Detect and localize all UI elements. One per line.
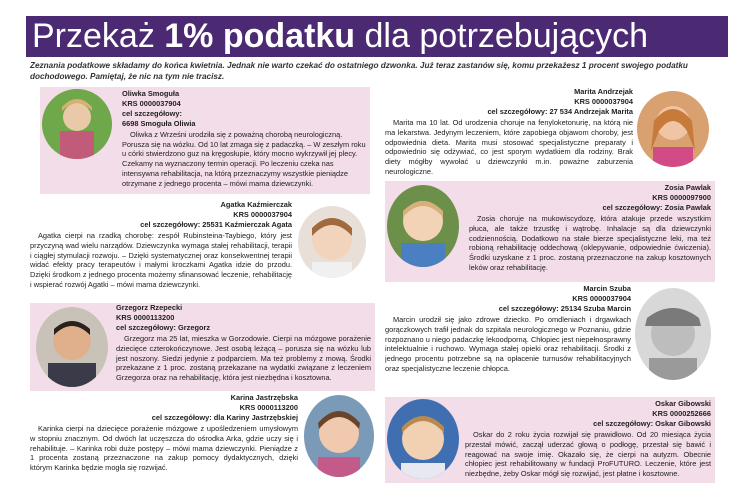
photo-zosia bbox=[387, 185, 459, 267]
card-body: Marcin urodził się jako zdrowe dziecko. Po omdleniach i drgawkach gorączkowych trafił jednak do szpitala neurologicznego w Poznaniu, gdzie rozpoznano u niego padaczkę lekoodporną. Chłopiec jest niepełnosprawny intelektualnie i ruchowo. Wymaga stałej opieki oraz rehabilitacji. Środki z jednego procentu potrzebne są na opłacenie turnusów rehabilitacyjnych oraz specjalistyczne leczenie chłopca. bbox=[385, 314, 631, 374]
card-krs: KRS 0000037904 bbox=[233, 209, 292, 219]
card-goal: 6698 Smoguła Oliwia bbox=[122, 118, 196, 128]
card-goal: 25531 Kaźmierczak Agata bbox=[202, 219, 292, 229]
card-name: Marcin Szuba bbox=[583, 284, 631, 293]
card-goal: Zosia Pawlak bbox=[664, 202, 711, 212]
card-marita bbox=[385, 87, 715, 177]
card-name: Agatka Kaźmierczak bbox=[220, 200, 292, 209]
card-body: Karinka cierpi na dziecięce porażenie mózgowe z upośledzeniem umysłowym w stopniu znacznym. Od dwóch lat uczęszcza do ośrodka Arka, gdzie uczy się i rehabilituje. – Karinka robi duże postępy – mówi mama dziewczynki. Pieniądze z 1 procenta zostaną przeznaczone na zakup pomocy dydaktycznych, dzięki którym Karinka będzie mogła się rozwijać. bbox=[30, 423, 298, 473]
card-body: Zosia choruje na mukowiscydozę, która atakuje przede wszystkim płuca, ale także trzustkę i wątrobę. Inhalacje są dla dziewczynki codziennością. Dodatkowo na stałe bierze specjalistyczne leki, ma też robioną rehabilitację oddechową (oklepywanie, odpowiednie ćwiczenia). Środki uzyskane z 1 proc. zostaną przeznaczone na zakup kosztownych leków oraz rehabilitację. bbox=[469, 213, 711, 273]
title-post: dla potrzebujących bbox=[355, 17, 649, 55]
card-body: Oskar do 2 roku życia rozwijał się prawidłowo. Od 20 miesiąca życia przestał mówić, zaczął uderzać głową o podłogę, przestał się bawić i reagować na swoje imię. Okazało się, że cierpi na autyzm. Obecnie chłopiec jest rehabilitowany w fundacji ProFUTURO. Leczenie, które jest niezbędne, żeby Oskar mógł się rozwijać, jest płatne i kosztowne. bbox=[465, 429, 711, 479]
card-name: Karina Jastrzębska bbox=[230, 393, 298, 402]
card-goal-label: cel szczegółowy: bbox=[122, 108, 182, 118]
card-goal-label: cel szczegółowy: bbox=[140, 219, 201, 229]
card-body: Agatka cierpi na rzadką chorobę: zespół Rubinsteina-Taybiego, który jest przyczyną wad wielu narządów. Dziewczynka wymaga stałej rehabilitacji, terapii i ciągłej stymulacji rozwoju. – Dzięki systematycznej oraz konsekwentnej terapii widać efekty pracy terapeutów i małymi kroczkami Agatka idzie do przodu. Dzięki środkom z jednego procenta możemy sfinansować leczenie, rehabilitację i wspierać rozwój Agatki – mówi mama dziewczynki. bbox=[30, 230, 292, 290]
card-body: Grzegorz ma 25 lat, mieszka w Gorzodowie. Cierpi na mózgowe porażenie dziecięce czterokończynowe. Jest osobą leżącą – porusza się na wózku lub jest noszony. Siedzi jedynie z podparciem. Ma też problemy z mową. Środki przekazane z 1 proc. zostaną przekazane na wydatki związane z leczeniem Grzegorza oraz na rehabilitację, która jest niezbędna i kosztowna. bbox=[116, 333, 371, 383]
card-goal-label: cel szczegółowy: bbox=[116, 322, 176, 332]
photo-agatka bbox=[298, 206, 366, 278]
card-oliwka bbox=[40, 87, 370, 194]
title-pre: Przekaż bbox=[32, 17, 165, 55]
card-krs: KRS 0000113200 bbox=[116, 312, 175, 322]
photo-oliwka bbox=[42, 89, 112, 159]
card-goal: dla Kariny Jastrzębskiej bbox=[213, 412, 298, 422]
card-goal-label: cel szczegółowy: bbox=[151, 412, 212, 422]
card-goal-label: cel szczegółowy: bbox=[602, 202, 663, 212]
card-goal-label: cel szczegółowy: bbox=[593, 418, 654, 428]
title-bold: 1% podatku bbox=[164, 17, 356, 55]
card-oskar bbox=[385, 397, 715, 483]
card-goal-label: cel szczegółowy: bbox=[498, 303, 559, 313]
page-title bbox=[26, 16, 728, 57]
card-goal: 27 534 Andrzejak Marita bbox=[549, 106, 633, 116]
card-krs: KRS 0000113200 bbox=[239, 402, 298, 412]
card-goal-label: cel szczegółowy: bbox=[487, 106, 548, 116]
card-goal: Oskar Gibowski bbox=[655, 418, 711, 428]
card-krs: KRS 0000037904 bbox=[572, 293, 631, 303]
card-krs: KRS 0000252666 bbox=[652, 408, 711, 418]
photo-oskar bbox=[387, 399, 459, 479]
photo-marcin bbox=[635, 288, 711, 380]
card-krs: KRS 0000037904 bbox=[574, 96, 633, 106]
card-name: Grzegorz Rzepecki bbox=[116, 303, 183, 312]
card-goal: Grzegorz bbox=[178, 322, 211, 332]
card-agatka bbox=[30, 198, 375, 298]
card-krs: KRS 0000097900 bbox=[652, 192, 711, 202]
photo-grzegorz bbox=[36, 307, 108, 387]
card-grzegorz bbox=[30, 303, 375, 391]
photo-marita bbox=[637, 91, 709, 167]
card-name: Zosia Pawlak bbox=[664, 183, 711, 192]
card-name: Oskar Gibowski bbox=[655, 399, 711, 408]
card-karina bbox=[30, 393, 375, 483]
card-krs: KRS 0000037904 bbox=[122, 98, 181, 108]
card-body: Marita ma 10 lat. Od urodzenia choruje na fenyloketonurię, na którą nie ma lekarstwa. Jedynym leczeniem, które zapobiega objawom choroby, jest odpowiednia dieta. Marita musi stosować specjalistyczne preparaty i odpowiednio się odżywiać, co jest sporym wydatkiem dla rodziny. Brak diety mógłby wywołać u dziewczynki m.in. poważne zaburzenia neurologiczne. bbox=[385, 117, 633, 177]
photo-karina bbox=[304, 395, 374, 477]
card-body: Oliwka z Wrześni urodziła się z poważną chorobą neurologiczną. Porusza się na wózku. Od 10 lat zmaga się z padaczką. – W zeszłym roku u córki stwierdzono guz na kręgosłupie, który mocno wykrzywił jej plecy. Czekamy na wyznaczony termin operacji. Po leczeniu czeka nas intensywna rehabilitacja, na którą przeznaczymy wszystkie pieniądze otrzymane z jednego procenta – mówi mama dziewczynki. bbox=[122, 129, 366, 189]
card-name: Oliwka Smoguła bbox=[122, 89, 180, 98]
card-goal: 25134 Szuba Marcin bbox=[560, 303, 631, 313]
intro-text: Zeznania podatkowe składamy do końca kwietnia. Jednak nie warto czekać do ostatniego dzwonka. Już teraz zastanów się, komu przekażesz 1 procent swojego podatku dochodowego. Pamiętaj, że nic na tym nie tracisz. bbox=[30, 61, 688, 81]
card-name: Marita Andrzejak bbox=[574, 87, 633, 96]
card-zosia bbox=[385, 181, 715, 282]
card-marcin bbox=[385, 284, 715, 388]
